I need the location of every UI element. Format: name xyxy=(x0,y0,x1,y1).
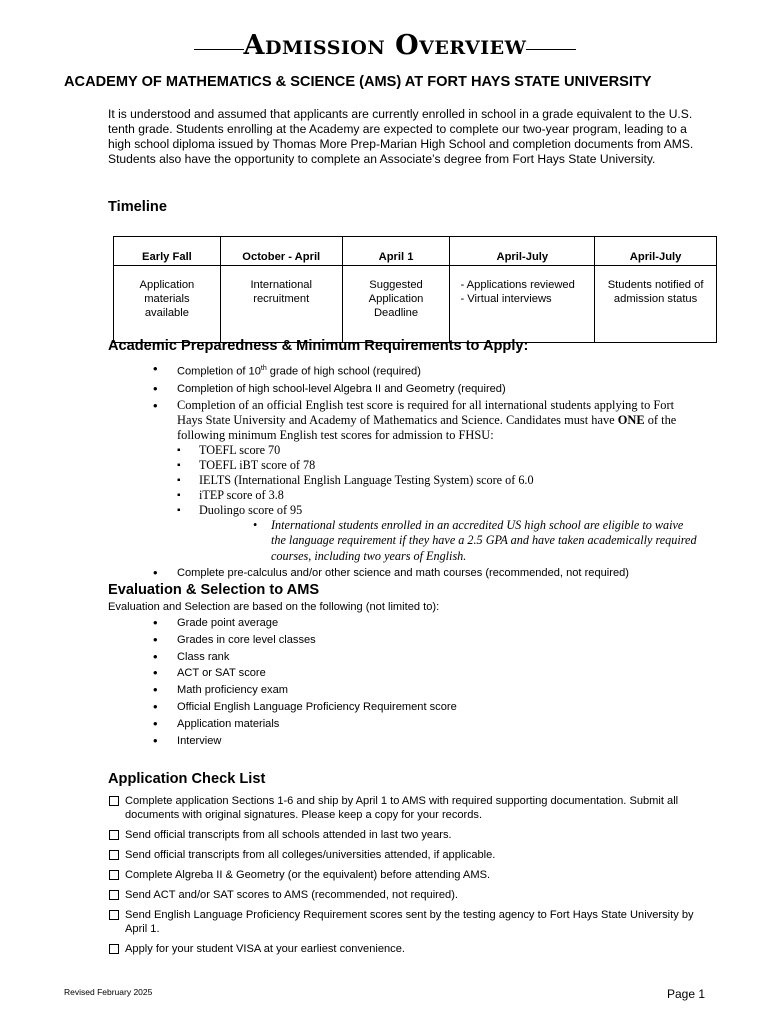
list-item: • Math proficiency exam xyxy=(153,682,457,699)
timeline-col-header: Early Fall xyxy=(114,237,221,266)
checklist-label: Send ACT and/or SAT scores to AMS (recommended, not required). xyxy=(125,889,458,901)
checklist-item xyxy=(108,794,708,822)
timeline-header-row xyxy=(114,237,717,266)
timeline-col-header: October - April xyxy=(220,237,342,266)
list-item: • Interview xyxy=(153,733,457,750)
timeline-col-header: April-July xyxy=(595,237,717,266)
list-item: • ACT or SAT score xyxy=(153,665,457,682)
checklist-item xyxy=(108,868,708,882)
req-text: Completion of 10 xyxy=(177,365,261,378)
req-text: Completion of high school-level Algebra II and Geometry (required) xyxy=(177,382,506,395)
intro-paragraph: It is understood and assumed that applicants are currently enrolled in school in a grade equivalent to the U.S. tenth grade. Students enrolling at the Academy are expected to complete our two-year program, leading to a high school diploma issued by Thomas More Prep-Marian High School and completion documents from AMS. Students also have the opportunity to complete an Associate’s degree from Fort Hays State University. xyxy=(108,107,694,166)
cell-line: materials xyxy=(144,293,190,305)
cell-line: recruitment xyxy=(253,293,310,305)
timeline-cell xyxy=(220,266,342,343)
page-number: Page 1 xyxy=(667,987,706,1001)
req-sup: th xyxy=(260,365,267,372)
list-item: • Class rank xyxy=(153,649,457,666)
checklist-item xyxy=(108,848,708,862)
checklist-item xyxy=(108,888,708,902)
checklist-label: Complete application Sections 1-6 and ship by April 1 to AMS with required supporting documentation. Submit all documents with original signatures. Please keep a copy for your records. xyxy=(125,795,679,821)
req-text: grade of high school (required) xyxy=(266,365,421,378)
list-item: • Grade point average xyxy=(153,615,457,632)
checkbox[interactable] xyxy=(109,870,119,880)
cell-line: Suggested xyxy=(369,279,423,291)
checklist-item xyxy=(108,908,708,936)
list-item xyxy=(153,381,698,397)
waiver-note: • International students enrolled in an accredited US high school are eligible to waive the language requirement if they have a 2.5 GPA and have taken academically required courses, including two years of English. xyxy=(177,518,698,565)
list-item: • Application materials xyxy=(153,716,457,733)
cell-line: available xyxy=(144,307,189,319)
timeline-heading: Timeline xyxy=(108,199,167,215)
req-text: Complete pre-calculus and/or other science and math courses (recommended, not required) xyxy=(177,567,629,580)
checklist-item xyxy=(108,942,708,956)
requirements-heading: Academic Preparedness & Minimum Requirements to Apply: xyxy=(108,338,529,354)
page-subtitle: ACADEMY OF MATHEMATICS & SCIENCE (AMS) AT FORT HAYS STATE UNIVERSITY xyxy=(64,74,652,90)
list-item: ▪ TOEFL score 70 xyxy=(177,443,698,458)
timeline-cell xyxy=(342,266,450,343)
list-item: ▪ IELTS (International English Language Testing System) score of 6.0 xyxy=(177,473,698,488)
req-text: of the following minimum English test scores for admission to FHSU: xyxy=(177,412,677,442)
list-item: • Official English Language Proficiency Requirement score xyxy=(153,699,457,716)
title-rule-right xyxy=(526,49,576,50)
req-bold: ONE xyxy=(617,412,645,427)
checklist xyxy=(108,794,708,962)
english-tests-list xyxy=(177,443,698,518)
timeline-col-header: April-July xyxy=(450,237,595,266)
timeline-col-header: April 1 xyxy=(342,237,450,266)
checklist-heading: Application Check List xyxy=(108,771,266,787)
list-item: ▪ Duolingo score of 95 xyxy=(177,503,698,518)
revised-date: Revised February 2025 xyxy=(64,987,153,997)
cell-line: Deadline xyxy=(373,307,419,319)
list-item: ▪ TOEFL iBT score of 78 xyxy=(177,458,698,473)
checklist-item xyxy=(108,828,708,842)
timeline-cell xyxy=(595,266,717,343)
list-item xyxy=(153,398,698,565)
cell-line: Students notified of xyxy=(607,279,704,291)
cell-line: Application xyxy=(139,279,195,291)
checklist-label: Send official transcripts from all schools attended in last two years. xyxy=(125,829,452,841)
cell-line: Application xyxy=(368,293,424,305)
evaluation-list xyxy=(153,615,457,749)
checklist-label: Send English Language Proficiency Requirement scores sent by the testing agency to Fort Hays State University by April 1. xyxy=(125,909,694,935)
checkbox[interactable] xyxy=(109,796,119,806)
checklist-label: Send official transcripts from all colleges/universities attended, if applicable. xyxy=(125,849,496,861)
timeline-cell xyxy=(450,266,595,343)
timeline-cell xyxy=(114,266,221,343)
req-text: Completion of an official English test score is required for all international students applying to Fort Hays State University and Academy of Mathematics and Science. Candidates must have xyxy=(177,397,675,427)
checklist-label: Complete Algreba II & Geometry (or the equivalent) before attending AMS. xyxy=(125,869,491,881)
english-requirement xyxy=(177,398,698,443)
requirements-list xyxy=(153,361,698,582)
checklist-label: Apply for your student VISA at your earliest convenience. xyxy=(125,943,405,955)
checkbox[interactable] xyxy=(109,850,119,860)
checkbox[interactable] xyxy=(109,944,119,954)
cell-line: admission status xyxy=(613,293,698,305)
list-item xyxy=(153,565,698,581)
list-item: • Grades in core level classes xyxy=(153,632,457,649)
cell-line: - Applications reviewed xyxy=(460,279,575,291)
timeline-table xyxy=(113,236,717,343)
page-title xyxy=(0,30,770,61)
title-text: Admission Overview xyxy=(243,30,527,61)
checkbox[interactable] xyxy=(109,890,119,900)
cell-line: - Virtual interviews xyxy=(460,293,552,305)
cell-line: International xyxy=(250,279,313,291)
waiver-note-list xyxy=(177,518,698,565)
list-item xyxy=(153,361,698,380)
checkbox[interactable] xyxy=(109,830,119,840)
evaluation-intro: Evaluation and Selection are based on the following (not limited to): xyxy=(108,601,440,613)
timeline-body-row xyxy=(114,266,717,343)
list-item: ▪ iTEP score of 3.8 xyxy=(177,488,698,503)
title-rule-left xyxy=(194,49,244,50)
evaluation-heading: Evaluation & Selection to AMS xyxy=(108,582,320,598)
checkbox[interactable] xyxy=(109,910,119,920)
